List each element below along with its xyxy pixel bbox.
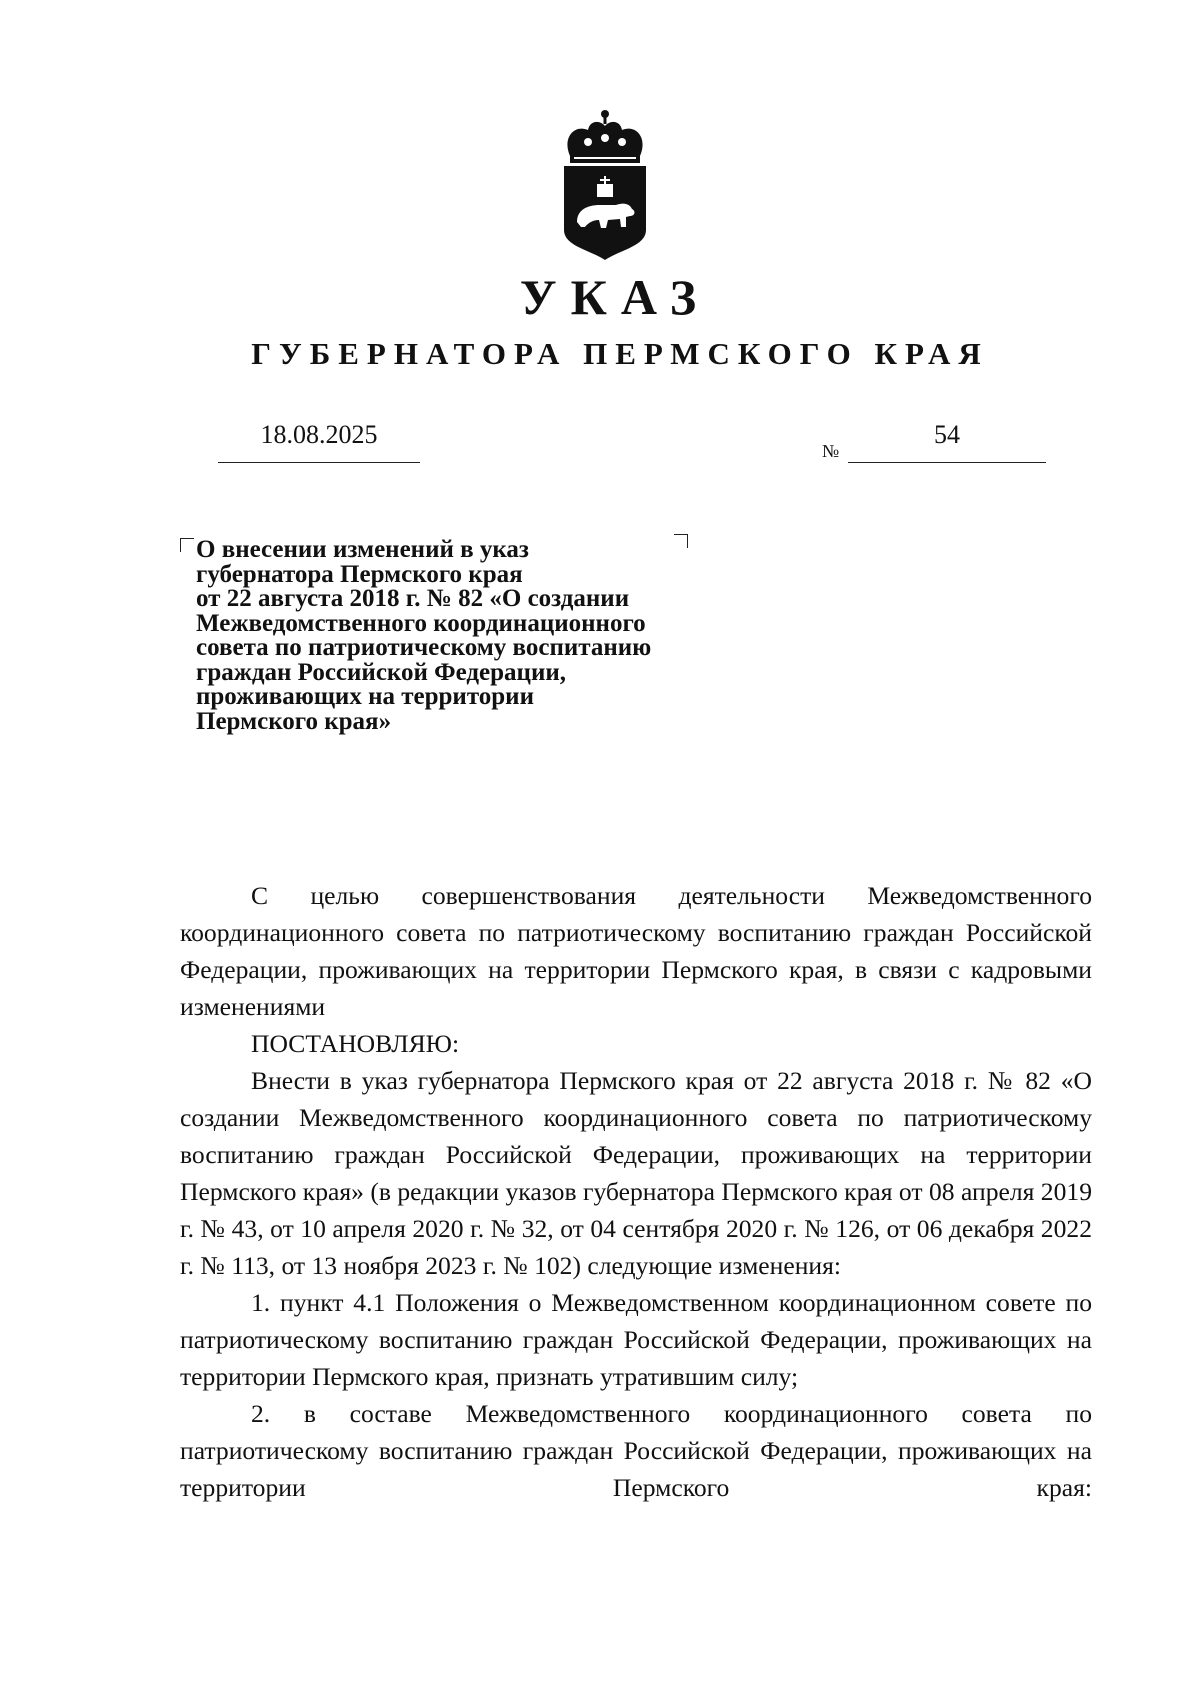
subject-line: граждан Российской Федерации,: [196, 658, 567, 686]
date-field: [218, 420, 420, 463]
number-sign: №: [822, 441, 840, 461]
document-date: 18.08.2025: [260, 420, 378, 449]
subject-bracket-left: [180, 538, 194, 552]
coat-of-arms-icon: [560, 108, 650, 260]
item-1-paragraph: 1. пункт 4.1 Положения о Межведомственном координационном совете по патриотическому воспитанию граждан Российской Федерации, проживающих на территории Пермского края, признать утратившим силу;: [180, 1288, 1092, 1391]
document-type-title: УКАЗ: [519, 269, 711, 325]
item-2-paragraph: 2. в составе Межведомственного координационного совета по патриотическому воспитанию граждан Российской Федерации, проживающих на территории Пермского края:: [180, 1399, 1092, 1502]
number-field: [822, 420, 1046, 470]
document-number: 54: [934, 420, 960, 449]
subject-line: Межведомственного координационного: [196, 609, 646, 637]
document-subject: [196, 538, 736, 734]
subject-line: совета по патриотическому воспитанию: [196, 634, 652, 661]
subject-line: Пермского края»: [196, 707, 392, 735]
number-underline: [848, 462, 1046, 463]
date-underline: [218, 462, 420, 463]
main-paragraph: Внести в указ губернатора Пермского края от 22 августа 2018 г. № 82 «О создании Межведомственного координационного совета по патриотическому воспитанию граждан Российской Федерации, проживающих на территории Пермского края» (в редакции указов губернатора Пермского края от 08 апреля 2019 г. № 43, от 10 апреля 2020 г. № 32, от 04 сентября 2020 г. № 126, от 06 декабря 2022 г. № 113, от 13 ноября 2023 г. № 102) следующие изменения:: [180, 1066, 1092, 1280]
decree-word: ПОСТАНОВЛЯЮ:: [251, 1029, 460, 1058]
document-body: [180, 877, 1092, 1506]
subject-line: О внесении изменений в указ: [196, 536, 529, 563]
subject-line: от 22 августа 2018 г. № 82 «О создании: [196, 585, 630, 612]
subject-line: проживающих на территории: [196, 683, 534, 710]
document-issuer: ГУБЕРНАТОРА ПЕРМСКОГО КРАЯ: [251, 336, 989, 371]
subject-line: губернатора Пермского края: [196, 560, 523, 588]
preamble-paragraph: С целью совершенствования деятельности Межведомственного координационного совета по патриотическому воспитанию граждан Российской Федерации, проживающих на территории Пермского края, в связи с кадровыми изменениями: [180, 881, 1092, 1021]
